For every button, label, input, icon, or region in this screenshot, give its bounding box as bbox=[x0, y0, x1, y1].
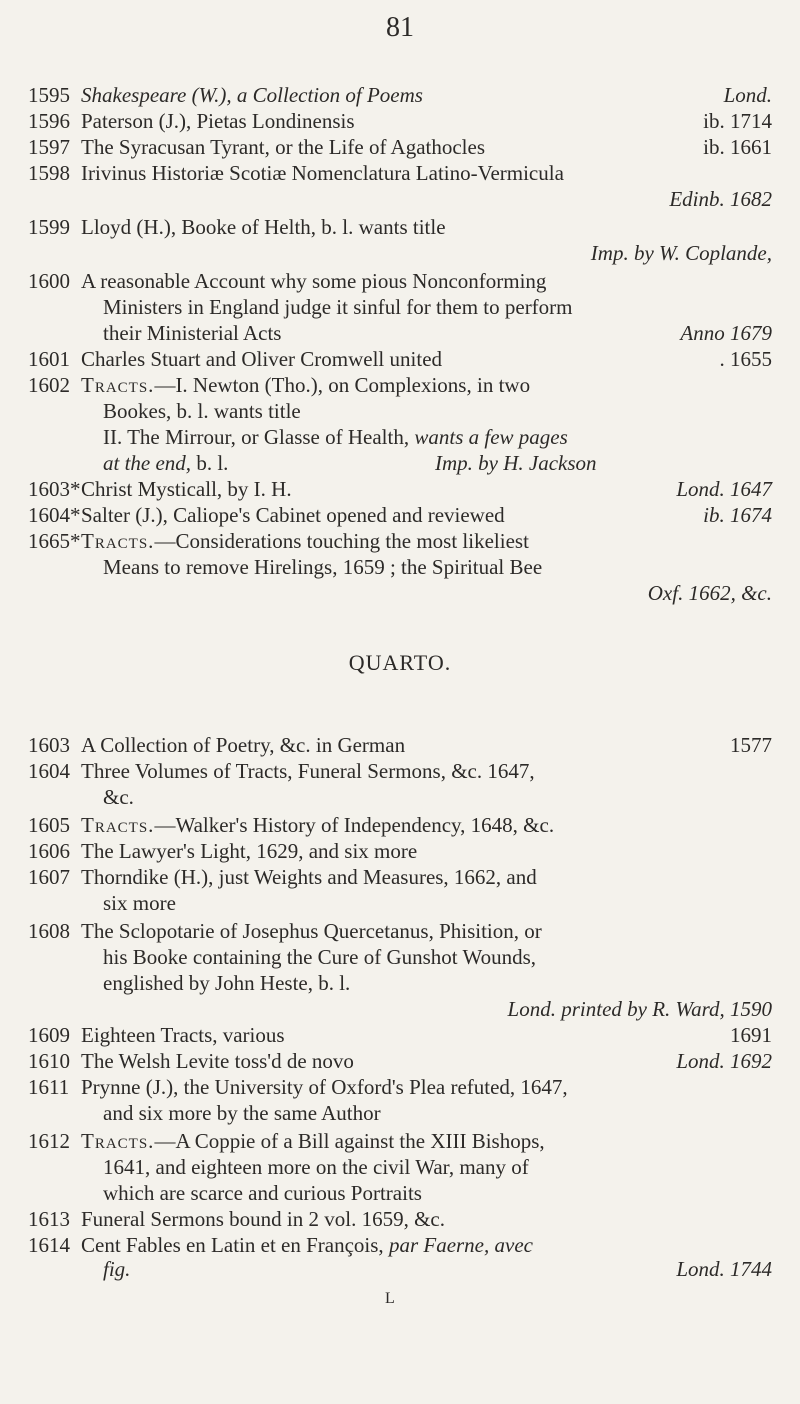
section-heading: QUARTO. bbox=[348, 650, 452, 675]
list-item-continuation: Imp. by W. Coplande, bbox=[590, 241, 772, 265]
list-item: 1602 Tracts.—I. Newton (Tho.), on Complexions, in two bbox=[28, 373, 531, 397]
list-item-continuation: II. The Mirrour, or Glasse of Health, wants a few pages bbox=[103, 425, 568, 449]
list-item-continuation: six more bbox=[103, 891, 176, 915]
list-item: 1611 Prynne (J.), the University of Oxford's Plea refuted, 1647, bbox=[28, 1075, 568, 1099]
list-item: 1608 The Sclopotarie of Josephus Quercetanus, Phisition, or bbox=[28, 919, 542, 943]
list-item: 1597 The Syracusan Tyrant, or the Life of Agathocles ib. 1661 bbox=[28, 135, 772, 159]
list-item: 1665* Tracts.—Considerations touching the most likeliest bbox=[28, 529, 529, 553]
list-item: 1596 Paterson (J.), Pietas Londinensis ib. 1714 bbox=[28, 109, 772, 133]
list-item-continuation: Lond. printed by R. Ward, 1590 bbox=[507, 997, 772, 1021]
list-item: 1600 A reasonable Account why some pious Nonconforming bbox=[28, 269, 547, 293]
list-item: 1603* Christ Mysticall, by I. H. Lond. 1647 bbox=[28, 477, 772, 501]
list-item: 1614 Cent Fables en Latin et en François, par Faerne, avec bbox=[28, 1233, 533, 1257]
list-item-continuation: Edinb. 1682 bbox=[669, 187, 772, 211]
list-item-continuation: his Booke containing the Cure of Gunshot Wounds, bbox=[103, 945, 537, 969]
page-number: 81 bbox=[386, 12, 414, 43]
list-item: 1613 Funeral Sermons bound in 2 vol. 1659, &c. bbox=[28, 1207, 445, 1231]
list-item: 1604* Salter (J.), Caliope's Cabinet opened and reviewed ib. 1674 bbox=[28, 503, 772, 527]
list-item-continuation: their Ministerial Acts Anno 1679 bbox=[103, 321, 772, 345]
list-item: 1599 Lloyd (H.), Booke of Helth, b. l. wants title bbox=[28, 215, 446, 239]
list-item-continuation: at the end, b. l. Imp. by H. Jackson bbox=[103, 451, 597, 475]
list-item: 1606 The Lawyer's Light, 1629, and six more bbox=[28, 839, 418, 863]
signature-mark: L bbox=[385, 1290, 395, 1307]
list-item: 1609 Eighteen Tracts, various 1691 bbox=[28, 1023, 772, 1047]
list-item-continuation: Bookes, b. l. wants title bbox=[103, 399, 301, 423]
list-item-continuation: Oxf. 1662, &c. bbox=[647, 581, 772, 605]
list-item-continuation: and six more by the same Author bbox=[103, 1101, 381, 1125]
list-item-continuation: Means to remove Hirelings, 1659 ; the Spiritual Bee bbox=[103, 555, 543, 579]
list-item: 1595 Shakespeare (W.), a Collection of Poems Lond. bbox=[28, 83, 772, 107]
list-item: 1605 Tracts.—Walker's History of Independency, 1648, &c. bbox=[28, 813, 555, 837]
list-item-continuation: which are scarce and curious Portraits bbox=[103, 1181, 422, 1205]
list-item-continuation: englished by John Heste, b. l. bbox=[103, 971, 351, 995]
list-item-continuation: Ministers in England judge it sinful for them to perform bbox=[103, 295, 573, 319]
list-item: 1603 A Collection of Poetry, &c. in German 1577 bbox=[28, 733, 772, 757]
list-item: 1607 Thorndike (H.), just Weights and Measures, 1662, and bbox=[28, 865, 537, 889]
list-item: 1612 Tracts.—A Coppie of a Bill against the XIII Bishops, bbox=[28, 1129, 545, 1153]
list-item-continuation: 1641, and eighteen more on the civil War, many of bbox=[103, 1155, 529, 1179]
list-item: 1610 The Welsh Levite toss'd de novo Lond. 1692 bbox=[28, 1049, 772, 1073]
list-item-continuation: &c. bbox=[103, 785, 134, 809]
list-item-continuation: fig. Lond. 1744 bbox=[103, 1257, 772, 1281]
list-item: 1604 Three Volumes of Tracts, Funeral Sermons, &c. 1647, bbox=[28, 759, 535, 783]
list-item: 1598 Irivinus Historiæ Scotiæ Nomenclatura Latino-Vermicula bbox=[28, 161, 564, 185]
list-item: 1601 Charles Stuart and Oliver Cromwell united . 1655 bbox=[28, 347, 772, 371]
